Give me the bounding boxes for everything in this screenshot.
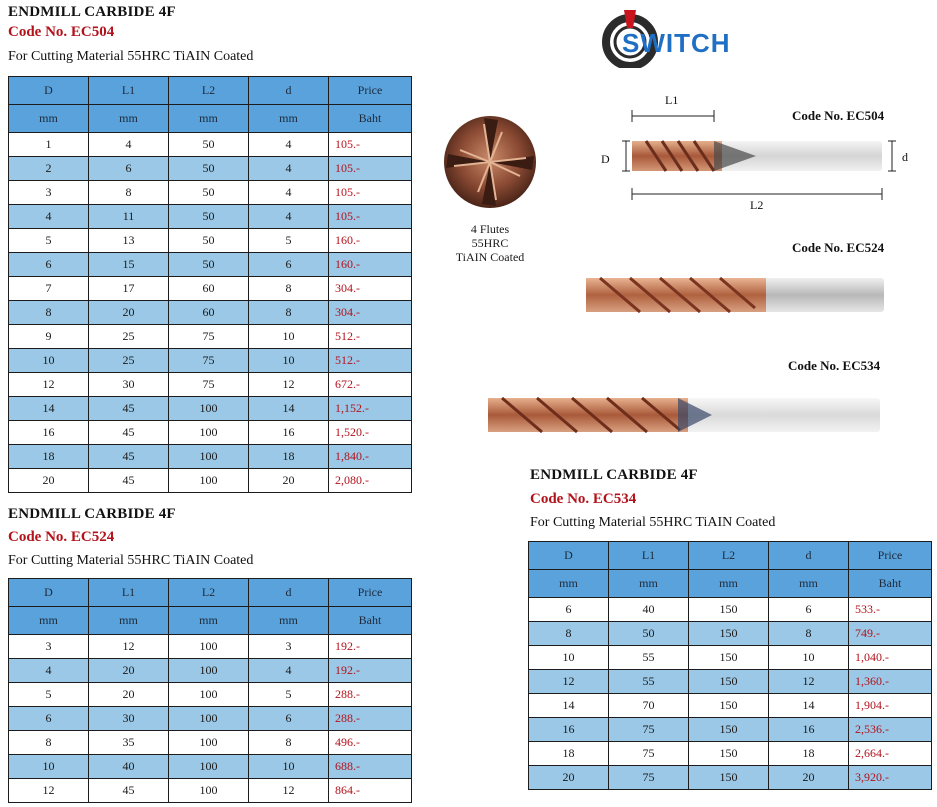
section-2-subtitle: For Cutting Material 55HRC TiAIN Coated bbox=[8, 553, 254, 568]
header-cell-price: Baht bbox=[329, 105, 412, 133]
table-row bbox=[9, 755, 412, 779]
cell-l1: 30 bbox=[89, 707, 169, 731]
cell-d: 3 bbox=[9, 635, 89, 659]
table-row bbox=[9, 349, 412, 373]
table-row bbox=[9, 421, 412, 445]
table-row bbox=[9, 277, 412, 301]
header-cell-l1: mm bbox=[609, 570, 689, 598]
cell-d: 6 bbox=[769, 598, 849, 622]
cell-d: 12 bbox=[769, 670, 849, 694]
section-2-code: Code No. EC524 bbox=[8, 529, 115, 545]
cell-d: 5 bbox=[249, 229, 329, 253]
cell-d: 20 bbox=[529, 766, 609, 790]
cell-d: 4 bbox=[249, 205, 329, 229]
price-cell: 496.- bbox=[329, 731, 412, 755]
cell-l1: 40 bbox=[89, 755, 169, 779]
price-cell: 2,536.- bbox=[849, 718, 932, 742]
cell-d: 10 bbox=[249, 325, 329, 349]
cell-d: 16 bbox=[249, 421, 329, 445]
price-cell: 160.- bbox=[329, 229, 412, 253]
cell-d: 18 bbox=[769, 742, 849, 766]
product-label-ec524: Code No. EC524 bbox=[792, 240, 885, 255]
cell-d: 20 bbox=[769, 766, 849, 790]
table-row bbox=[529, 718, 932, 742]
cell-d: 12 bbox=[249, 779, 329, 803]
cell-d: 6 bbox=[249, 253, 329, 277]
cell-l2: 150 bbox=[689, 718, 769, 742]
cell-d: 10 bbox=[249, 349, 329, 373]
cell-l1: 50 bbox=[609, 622, 689, 646]
cell-d: 16 bbox=[529, 718, 609, 742]
cell-d: 20 bbox=[9, 469, 89, 493]
cell-d: 6 bbox=[529, 598, 609, 622]
table-row bbox=[9, 229, 412, 253]
cell-l2: 100 bbox=[169, 397, 249, 421]
cell-l2: 100 bbox=[169, 635, 249, 659]
cell-d: 14 bbox=[769, 694, 849, 718]
cell-l2: 100 bbox=[169, 421, 249, 445]
header-cell-price: Baht bbox=[849, 570, 932, 598]
table-header-row bbox=[529, 542, 932, 570]
cell-l1: 70 bbox=[609, 694, 689, 718]
price-cell: 105.- bbox=[329, 133, 412, 157]
cell-d: 7 bbox=[9, 277, 89, 301]
cell-l1: 55 bbox=[609, 646, 689, 670]
cell-d: 10 bbox=[9, 755, 89, 779]
table-row bbox=[9, 707, 412, 731]
cell-d: 8 bbox=[529, 622, 609, 646]
price-cell: 672.- bbox=[329, 373, 412, 397]
price-cell: 688.- bbox=[329, 755, 412, 779]
header-cell-d: mm bbox=[769, 570, 849, 598]
price-cell: 864.- bbox=[329, 779, 412, 803]
price-cell: 304.- bbox=[329, 277, 412, 301]
cell-d: 6 bbox=[9, 707, 89, 731]
cell-l2: 50 bbox=[169, 205, 249, 229]
table-header-row bbox=[9, 77, 412, 105]
dim-D-label: D bbox=[601, 152, 610, 166]
price-cell: 160.- bbox=[329, 253, 412, 277]
cell-l1: 45 bbox=[89, 469, 169, 493]
cell-l1: 13 bbox=[89, 229, 169, 253]
cell-d: 12 bbox=[9, 779, 89, 803]
header-cell-d: mm bbox=[249, 105, 329, 133]
cell-d: 6 bbox=[249, 707, 329, 731]
section-3-title: ENDMILL CARBIDE 4F bbox=[530, 467, 698, 483]
cell-d: 4 bbox=[249, 181, 329, 205]
cell-d: 10 bbox=[9, 349, 89, 373]
cell-d: 14 bbox=[529, 694, 609, 718]
cell-l2: 75 bbox=[169, 373, 249, 397]
header-cell-d: mm bbox=[249, 607, 329, 635]
price-cell: 512.- bbox=[329, 325, 412, 349]
cell-d: 4 bbox=[9, 659, 89, 683]
cell-l2: 50 bbox=[169, 157, 249, 181]
dim-d-label: d bbox=[902, 150, 908, 164]
table-row bbox=[529, 766, 932, 790]
cell-l2: 150 bbox=[689, 622, 769, 646]
cell-l1: 25 bbox=[89, 325, 169, 349]
cell-d: 10 bbox=[769, 646, 849, 670]
table-row bbox=[9, 157, 412, 181]
cell-d: 3 bbox=[249, 635, 329, 659]
cell-l1: 11 bbox=[89, 205, 169, 229]
cell-d: 14 bbox=[9, 397, 89, 421]
price-cell: 304.- bbox=[329, 301, 412, 325]
cell-l2: 150 bbox=[689, 598, 769, 622]
table-row bbox=[529, 694, 932, 718]
table-row bbox=[529, 598, 932, 622]
header-cell-d: mm bbox=[9, 105, 89, 133]
cell-l1: 17 bbox=[89, 277, 169, 301]
cell-l1: 45 bbox=[89, 397, 169, 421]
header-cell-l1: mm bbox=[89, 607, 169, 635]
header-cell-d: d bbox=[249, 77, 329, 105]
cell-d: 8 bbox=[249, 731, 329, 755]
table-row bbox=[529, 622, 932, 646]
cell-l1: 45 bbox=[89, 445, 169, 469]
header-cell-price: Price bbox=[849, 542, 932, 570]
price-cell: 288.- bbox=[329, 707, 412, 731]
cell-d: 10 bbox=[529, 646, 609, 670]
cell-d: 5 bbox=[9, 229, 89, 253]
section-1-subtitle: For Cutting Material 55HRC TiAIN Coated bbox=[8, 49, 254, 64]
cell-l1: 55 bbox=[609, 670, 689, 694]
table-row bbox=[9, 373, 412, 397]
section-1-code: Code No. EC504 bbox=[8, 24, 115, 40]
cell-d: 20 bbox=[249, 469, 329, 493]
cell-l2: 100 bbox=[169, 445, 249, 469]
cell-l2: 75 bbox=[169, 349, 249, 373]
flutes-caption bbox=[440, 222, 540, 264]
product-label-ec504: Code No. EC504 bbox=[792, 108, 885, 123]
cell-l1: 75 bbox=[609, 766, 689, 790]
price-cell: 2,664.- bbox=[849, 742, 932, 766]
header-cell-l2: L2 bbox=[169, 579, 249, 607]
svg-text:SWITCH: SWITCH bbox=[622, 28, 731, 58]
cell-d: 1 bbox=[9, 133, 89, 157]
cell-l1: 12 bbox=[89, 635, 169, 659]
cell-d: 18 bbox=[249, 445, 329, 469]
header-cell-d: mm bbox=[9, 607, 89, 635]
cell-l1: 40 bbox=[609, 598, 689, 622]
table-unit-row bbox=[9, 607, 412, 635]
cell-l2: 50 bbox=[169, 253, 249, 277]
header-cell-d: D bbox=[9, 77, 89, 105]
price-cell: 105.- bbox=[329, 157, 412, 181]
cell-l1: 30 bbox=[89, 373, 169, 397]
cell-d: 5 bbox=[249, 683, 329, 707]
tool-image-ec524 bbox=[580, 272, 890, 318]
price-cell: 192.- bbox=[329, 635, 412, 659]
price-cell: 512.- bbox=[329, 349, 412, 373]
cell-d: 8 bbox=[249, 301, 329, 325]
table-row bbox=[9, 779, 412, 803]
price-cell: 1,360.- bbox=[849, 670, 932, 694]
cell-l2: 100 bbox=[169, 683, 249, 707]
header-cell-l2: mm bbox=[169, 607, 249, 635]
spec-table-ec534 bbox=[528, 541, 932, 790]
flutes-caption-line-3: TiAIN Coated bbox=[455, 250, 525, 264]
table-row bbox=[529, 646, 932, 670]
cell-l2: 100 bbox=[169, 731, 249, 755]
cell-d: 8 bbox=[9, 731, 89, 755]
cell-l2: 100 bbox=[169, 707, 249, 731]
brand-logo bbox=[600, 8, 760, 68]
cell-l2: 150 bbox=[689, 766, 769, 790]
table-row bbox=[9, 253, 412, 277]
cell-l2: 75 bbox=[169, 325, 249, 349]
cell-l2: 150 bbox=[689, 694, 769, 718]
cell-d: 4 bbox=[9, 205, 89, 229]
header-cell-l1: mm bbox=[89, 105, 169, 133]
table-row bbox=[9, 325, 412, 349]
cell-d: 9 bbox=[9, 325, 89, 349]
header-cell-l1: L1 bbox=[89, 579, 169, 607]
flutes-caption-line-2: 55HRC bbox=[471, 236, 509, 250]
header-cell-d: D bbox=[529, 542, 609, 570]
cell-l2: 60 bbox=[169, 277, 249, 301]
table-row bbox=[9, 469, 412, 493]
cell-d: 16 bbox=[769, 718, 849, 742]
section-3-code: Code No. EC534 bbox=[530, 491, 637, 507]
cell-l1: 15 bbox=[89, 253, 169, 277]
cell-d: 12 bbox=[9, 373, 89, 397]
cell-l2: 50 bbox=[169, 229, 249, 253]
table-row bbox=[529, 670, 932, 694]
cell-l2: 100 bbox=[169, 755, 249, 779]
header-cell-d: d bbox=[249, 579, 329, 607]
cell-d: 10 bbox=[249, 755, 329, 779]
cell-l1: 20 bbox=[89, 683, 169, 707]
cell-l1: 35 bbox=[89, 731, 169, 755]
table-unit-row bbox=[529, 570, 932, 598]
cell-d: 18 bbox=[529, 742, 609, 766]
price-cell: 533.- bbox=[849, 598, 932, 622]
cell-l1: 8 bbox=[89, 181, 169, 205]
cell-l2: 150 bbox=[689, 646, 769, 670]
table-row bbox=[9, 133, 412, 157]
cell-d: 18 bbox=[9, 445, 89, 469]
price-cell: 105.- bbox=[329, 181, 412, 205]
cell-l2: 50 bbox=[169, 181, 249, 205]
flutes-caption-line-1: 4 Flutes bbox=[470, 222, 510, 236]
spec-table-ec504 bbox=[8, 76, 412, 493]
header-cell-l2: mm bbox=[689, 570, 769, 598]
table-row bbox=[9, 659, 412, 683]
header-cell-l1: L1 bbox=[89, 77, 169, 105]
table-row bbox=[9, 731, 412, 755]
cell-l1: 45 bbox=[89, 779, 169, 803]
cell-l2: 50 bbox=[169, 133, 249, 157]
price-cell: 1,520.- bbox=[329, 421, 412, 445]
section-3-subtitle: For Cutting Material 55HRC TiAIN Coated bbox=[530, 515, 776, 530]
cell-d: 6 bbox=[9, 253, 89, 277]
price-cell: 1,152.- bbox=[329, 397, 412, 421]
header-cell-l2: L2 bbox=[689, 542, 769, 570]
cell-l1: 4 bbox=[89, 133, 169, 157]
cell-l1: 75 bbox=[609, 718, 689, 742]
cell-d: 16 bbox=[9, 421, 89, 445]
header-cell-l2: L2 bbox=[169, 77, 249, 105]
cell-d: 8 bbox=[9, 301, 89, 325]
table-row bbox=[9, 301, 412, 325]
table-row bbox=[529, 742, 932, 766]
cell-d: 4 bbox=[249, 133, 329, 157]
cell-d: 4 bbox=[249, 659, 329, 683]
table-row bbox=[9, 181, 412, 205]
dim-L1-label: L1 bbox=[665, 93, 679, 107]
header-cell-d: mm bbox=[529, 570, 609, 598]
cell-d: 8 bbox=[249, 277, 329, 301]
header-cell-price: Baht bbox=[329, 607, 412, 635]
cell-l1: 75 bbox=[609, 742, 689, 766]
cell-l1: 20 bbox=[89, 659, 169, 683]
price-cell: 2,080.- bbox=[329, 469, 412, 493]
price-cell: 3,920.- bbox=[849, 766, 932, 790]
header-cell-l2: mm bbox=[169, 105, 249, 133]
price-cell: 1,840.- bbox=[329, 445, 412, 469]
cell-l2: 150 bbox=[689, 670, 769, 694]
cell-l1: 45 bbox=[89, 421, 169, 445]
table-row bbox=[9, 683, 412, 707]
header-cell-price: Price bbox=[329, 77, 412, 105]
cell-l2: 60 bbox=[169, 301, 249, 325]
header-cell-d: d bbox=[769, 542, 849, 570]
price-cell: 1,904.- bbox=[849, 694, 932, 718]
cell-d: 4 bbox=[249, 157, 329, 181]
price-cell: 749.- bbox=[849, 622, 932, 646]
cell-d: 2 bbox=[9, 157, 89, 181]
cell-d: 8 bbox=[769, 622, 849, 646]
cell-l2: 100 bbox=[169, 659, 249, 683]
cell-l1: 20 bbox=[89, 301, 169, 325]
tool-image-ec534 bbox=[482, 390, 887, 440]
cell-d: 3 bbox=[9, 181, 89, 205]
header-cell-price: Price bbox=[329, 579, 412, 607]
product-label-ec534: Code No. EC534 bbox=[788, 358, 881, 373]
price-cell: 1,040.- bbox=[849, 646, 932, 670]
header-cell-l1: L1 bbox=[609, 542, 689, 570]
table-row bbox=[9, 205, 412, 229]
cell-l1: 6 bbox=[89, 157, 169, 181]
table-unit-row bbox=[9, 105, 412, 133]
cell-l2: 150 bbox=[689, 742, 769, 766]
cell-l2: 100 bbox=[169, 469, 249, 493]
price-cell: 192.- bbox=[329, 659, 412, 683]
table-header-row bbox=[9, 579, 412, 607]
table-row bbox=[9, 445, 412, 469]
flute-end-view bbox=[440, 110, 540, 215]
dim-L2-label: L2 bbox=[750, 198, 764, 212]
cell-d: 12 bbox=[529, 670, 609, 694]
cell-d: 14 bbox=[249, 397, 329, 421]
cell-l2: 100 bbox=[169, 779, 249, 803]
table-row bbox=[9, 397, 412, 421]
header-cell-d: D bbox=[9, 579, 89, 607]
price-cell: 105.- bbox=[329, 205, 412, 229]
price-cell: 288.- bbox=[329, 683, 412, 707]
section-1-title: ENDMILL CARBIDE 4F bbox=[8, 4, 176, 20]
spec-table-ec524 bbox=[8, 578, 412, 803]
table-row bbox=[9, 635, 412, 659]
section-2-title: ENDMILL CARBIDE 4F bbox=[8, 506, 176, 522]
cell-d: 5 bbox=[9, 683, 89, 707]
cell-l1: 25 bbox=[89, 349, 169, 373]
cell-d: 12 bbox=[249, 373, 329, 397]
